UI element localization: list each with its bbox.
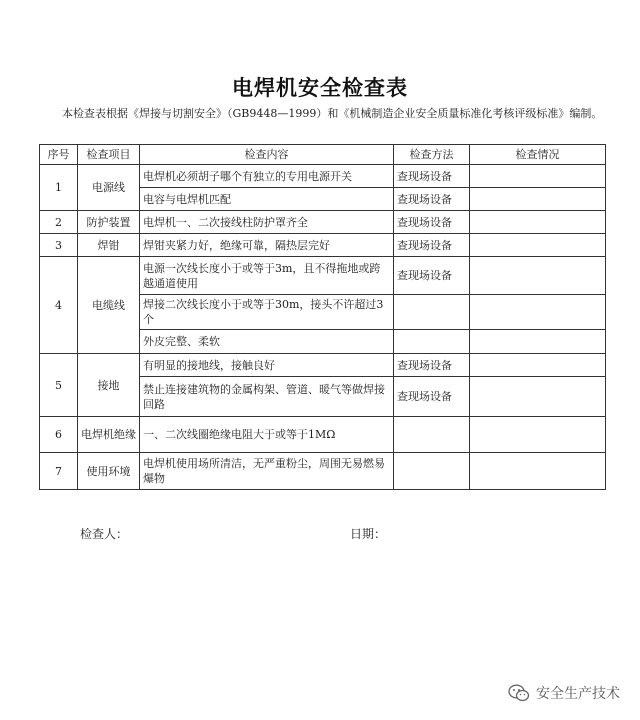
row-item: 电缆线 xyxy=(78,257,140,354)
header-item: 检查项目 xyxy=(78,145,140,165)
row-no: 2 xyxy=(40,211,78,234)
row-content: 电源一次线长度小于或等于3m，且不得拖地或跨越通道使用 xyxy=(140,257,394,295)
row-method xyxy=(394,417,470,453)
row-method: 查现场设备 xyxy=(394,234,470,257)
row-method: 查现场设备 xyxy=(394,354,470,377)
row-item: 接地 xyxy=(78,354,140,417)
row-no: 1 xyxy=(40,165,78,211)
row-result xyxy=(470,188,606,211)
row-content: 电焊机使用场所清洁，无严重粉尘，周围无易燃易爆物 xyxy=(140,453,394,490)
header-content: 检查内容 xyxy=(140,145,394,165)
row-item: 使用环境 xyxy=(78,453,140,490)
header-method: 检查方法 xyxy=(394,145,470,165)
table-row xyxy=(40,354,606,377)
row-result xyxy=(470,330,606,354)
date-label: 日期： xyxy=(350,527,387,541)
row-result xyxy=(470,295,606,330)
row-result xyxy=(470,165,606,188)
row-content: 禁止连接建筑物的金属构架、管道、暖气等做焊接回路 xyxy=(140,377,394,417)
row-content: 电焊机一、二次接线柱防护罩齐全 xyxy=(140,211,394,234)
checklist-table xyxy=(39,144,606,490)
row-content: 电焊机必须胡子哪个有独立的专用电源开关 xyxy=(140,165,394,188)
table-row xyxy=(40,257,606,295)
row-result xyxy=(470,453,606,490)
row-result xyxy=(470,354,606,377)
table-row xyxy=(40,165,606,188)
row-content: 焊钳夹紧力好，绝缘可靠，隔热层完好 xyxy=(140,234,394,257)
row-no: 4 xyxy=(40,257,78,354)
row-item: 防护装置 xyxy=(78,211,140,234)
row-method xyxy=(394,453,470,490)
row-item: 电焊机绝缘 xyxy=(78,417,140,453)
row-content: 外皮完整、柔软 xyxy=(140,330,394,354)
table-row xyxy=(40,417,606,453)
row-method: 查现场设备 xyxy=(394,377,470,417)
row-method: 查现场设备 xyxy=(394,211,470,234)
row-method: 查现场设备 xyxy=(394,257,470,295)
inspector-label: 检查人： xyxy=(80,527,129,541)
row-no: 3 xyxy=(40,234,78,257)
row-method xyxy=(394,295,470,330)
table-row xyxy=(40,211,606,234)
table-header-row xyxy=(40,145,606,165)
row-result xyxy=(470,234,606,257)
header-no: 序号 xyxy=(40,145,78,165)
row-no: 5 xyxy=(40,354,78,417)
row-item: 焊钳 xyxy=(78,234,140,257)
row-result xyxy=(470,377,606,417)
table-row xyxy=(40,453,606,490)
row-result xyxy=(470,211,606,234)
header-result: 检查情况 xyxy=(470,145,606,165)
watermark xyxy=(508,683,620,703)
row-method xyxy=(394,330,470,354)
row-content: 焊接二次线长度小于或等于30m，接头不许超过3个 xyxy=(140,295,394,330)
page-title: 电焊机安全检查表 xyxy=(232,76,408,100)
row-method: 查现场设备 xyxy=(394,188,470,211)
table-row xyxy=(40,234,606,257)
row-content: 有明显的接地线，接触良好 xyxy=(140,354,394,377)
intro-text: 本检查表根据《焊接与切割安全》（GB9448—1999）和《机械制造企业安全质量标准化考核评级标准》编制。 xyxy=(62,107,603,120)
row-no: 6 xyxy=(40,417,78,453)
watermark-text: 安全生产技术 xyxy=(536,686,620,702)
row-no: 7 xyxy=(40,453,78,490)
row-content: 一、二次线圈绝缘电阻大于或等于1MΩ xyxy=(140,417,394,453)
wechat-icon xyxy=(508,684,530,702)
row-content: 电容与电焊机匹配 xyxy=(140,188,394,211)
row-method: 查现场设备 xyxy=(394,165,470,188)
row-result xyxy=(470,257,606,295)
row-item: 电源线 xyxy=(78,165,140,211)
row-result xyxy=(470,417,606,453)
